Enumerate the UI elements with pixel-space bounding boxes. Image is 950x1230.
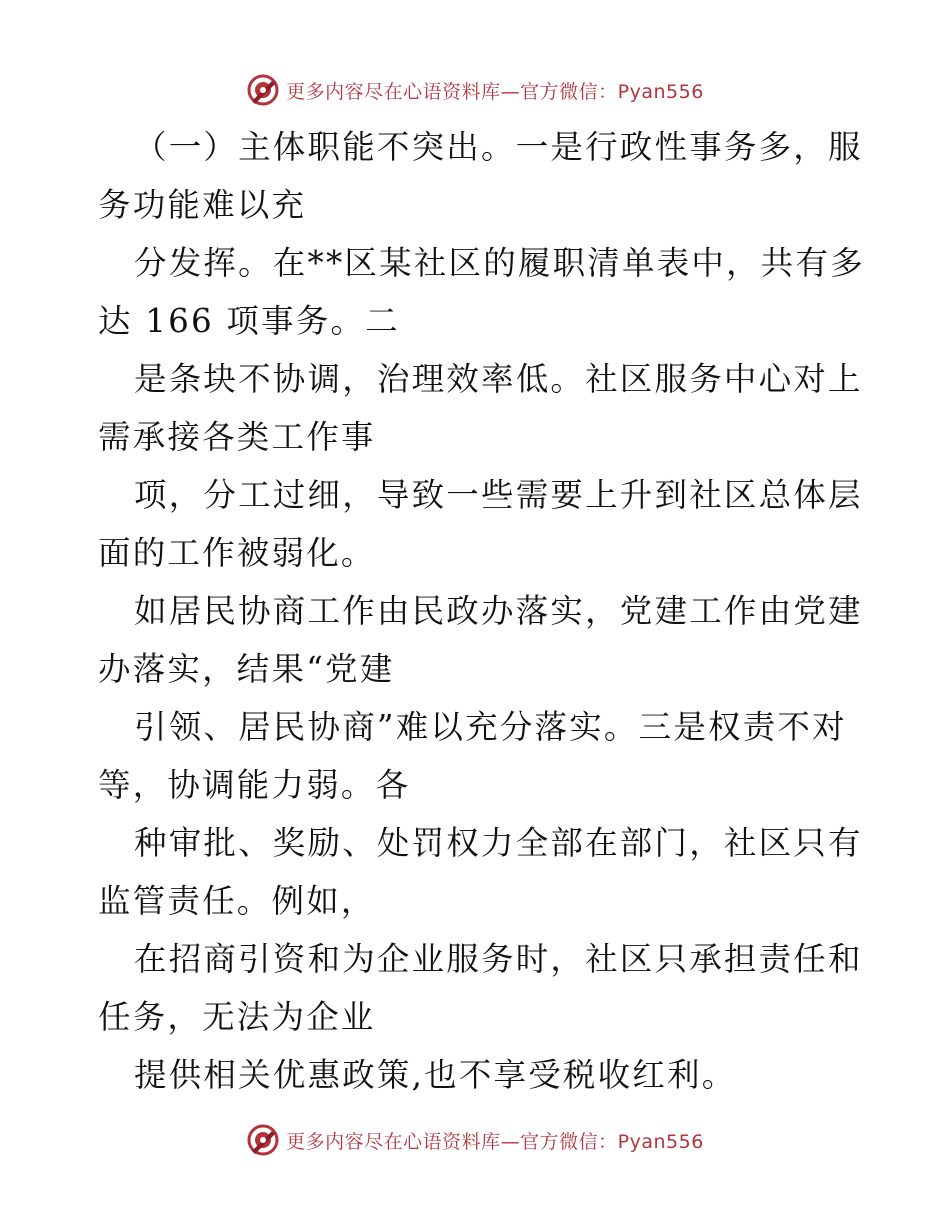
text-line: 办落实，结果“党建 [98, 650, 395, 688]
text-line: 提供相关优惠政策,也不享受税收红利。 [134, 1056, 737, 1094]
text-line: 在招商引资和为企业服务时，社区只承担责任和 [134, 940, 863, 978]
text-line: 面的工作被弱化。 [98, 534, 376, 572]
text-line: 等，协调能力弱。各 [98, 766, 411, 804]
text-line: 务功能难以充 [98, 186, 307, 224]
footer-banner-text: 更多内容尽在心语资料库—官方微信：Pyan556 [286, 1130, 704, 1153]
text-line: 达 166 项事务。二 [98, 302, 400, 340]
footer-banner [0, 1120, 950, 1160]
text-line: 如居民协商工作由民政办落实，党建工作由党建 [134, 592, 863, 630]
text-line: 监管责任。例如， [98, 882, 376, 920]
footer-banner-inner [246, 1123, 704, 1157]
text-line: 需承接各类工作事 [98, 418, 376, 456]
text-line: 任务，无法为企业 [98, 998, 376, 1036]
pen-logo-icon [246, 73, 280, 107]
header-banner-text: 更多内容尽在心语资料库—官方微信：Pyan556 [286, 80, 704, 103]
text-line: 引领、居民协商”难以充分落实。三是权责不对 [134, 708, 847, 746]
text-line: 分发挥。在**区某社区的履职清单表中，共有多 [134, 244, 865, 282]
header-banner-inner [246, 73, 704, 107]
text-line: 是条块不协调，治理效率低。社区服务中心对上 [134, 360, 863, 398]
text-line: （一）主体职能不突出。一是行政性事务多，服 [134, 128, 863, 166]
pen-logo-icon [246, 1123, 280, 1157]
text-line: 项，分工过细，导致一些需要上升到社区总体层 [134, 476, 863, 514]
header-banner [0, 70, 950, 110]
document-body [98, 118, 865, 1104]
text-line: 种审批、奖励、处罚权力全部在部门，社区只有 [134, 824, 863, 862]
